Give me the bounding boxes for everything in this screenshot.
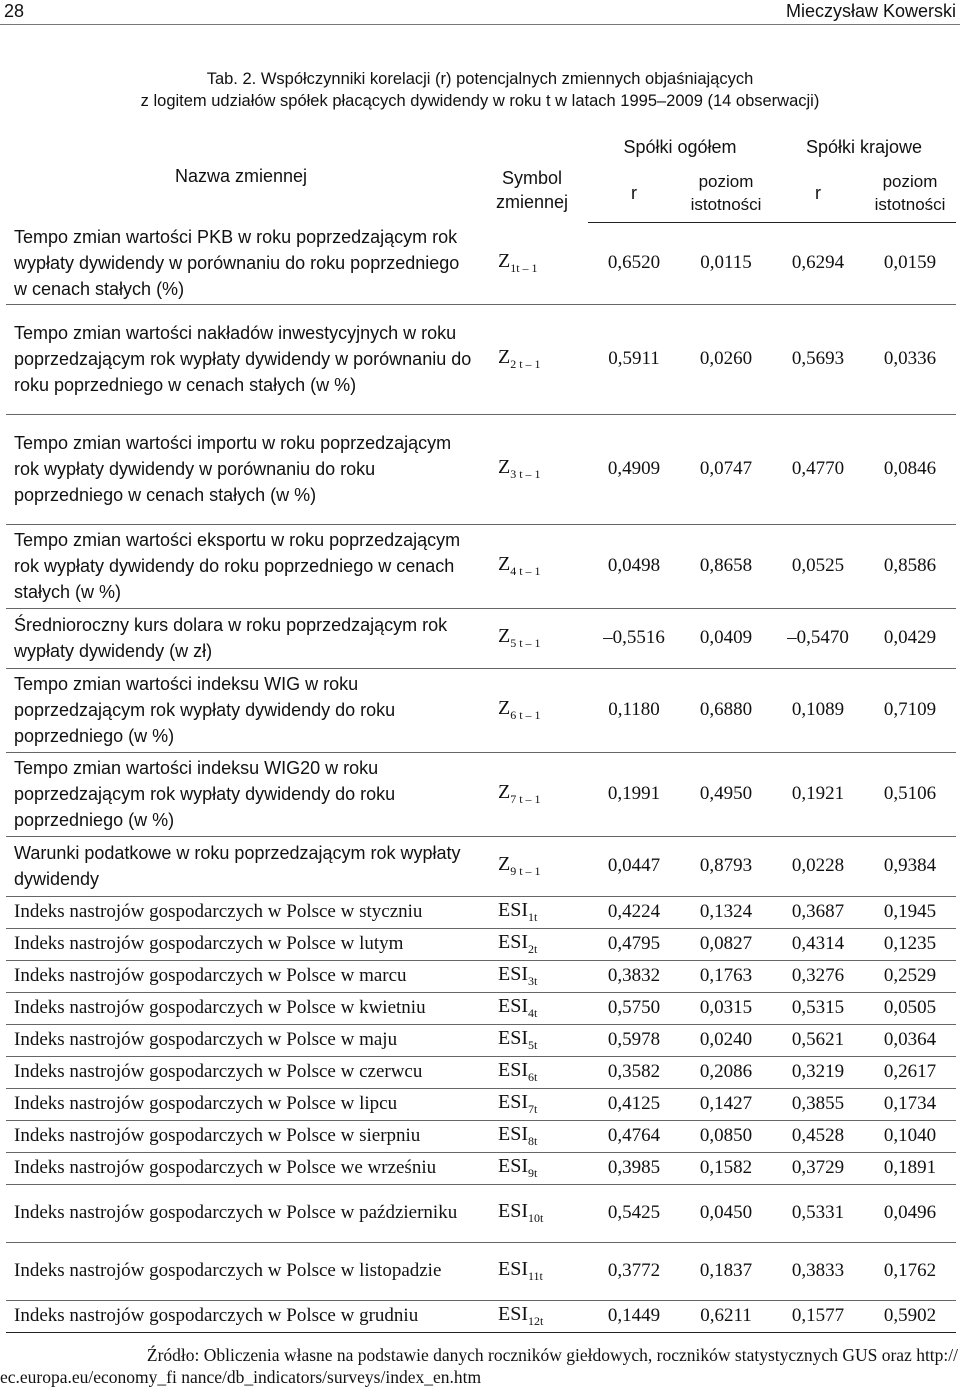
significance-all-companies: 0,0850 bbox=[680, 1120, 772, 1152]
header-r-all: r bbox=[588, 164, 680, 222]
r-domestic-companies: 0,1577 bbox=[772, 1300, 864, 1332]
table-row bbox=[6, 1056, 956, 1088]
r-domestic-companies: 0,5315 bbox=[772, 992, 864, 1024]
table-row bbox=[6, 1088, 956, 1120]
symbol-base: ESI bbox=[498, 1091, 528, 1113]
variable-symbol bbox=[476, 1300, 588, 1332]
symbol-base: ESI bbox=[498, 931, 528, 953]
symbol-subscript: 12t bbox=[528, 1314, 544, 1328]
source-line-2: ec.europa.eu/economy_fi nance/db_indicators/surveys/index_en.htm bbox=[0, 1367, 482, 1387]
symbol-subscript: 5t bbox=[528, 1038, 538, 1052]
table-caption bbox=[0, 68, 960, 112]
variable-symbol bbox=[476, 1088, 588, 1120]
variable-symbol bbox=[476, 836, 588, 896]
symbol-subscript: 9 t – 1 bbox=[510, 864, 541, 878]
symbol-subscript: 10t bbox=[528, 1211, 544, 1225]
header-poziom: poziom bbox=[882, 171, 938, 191]
r-domestic-companies: 0,3276 bbox=[772, 960, 864, 992]
significance-all-companies: 0,1837 bbox=[680, 1242, 772, 1300]
r-all-companies: 0,0498 bbox=[588, 524, 680, 608]
variable-symbol bbox=[476, 668, 588, 752]
table-row bbox=[6, 304, 956, 414]
variable-name: Indeks nastrojów gospodarczych w Polsce w styczniu bbox=[6, 896, 476, 928]
header-poziom: poziom bbox=[698, 171, 754, 191]
r-all-companies: 0,5750 bbox=[588, 992, 680, 1024]
table-row bbox=[6, 752, 956, 836]
variable-symbol bbox=[476, 608, 588, 668]
symbol-base: ESI bbox=[498, 1155, 528, 1177]
symbol-base: Z bbox=[498, 346, 511, 368]
symbol-base: ESI bbox=[498, 1303, 528, 1325]
r-domestic-companies: 0,1089 bbox=[772, 668, 864, 752]
r-domestic-companies: 0,5693 bbox=[772, 304, 864, 414]
variable-symbol bbox=[476, 1056, 588, 1088]
variable-name: Indeks nastrojów gospodarczych w Polsce w sierpniu bbox=[6, 1120, 476, 1152]
variable-name: Tempo zmian wartości indeksu WIG w roku poprzedzającym rok wypłaty dywidendy do roku poprzedniego (w %) bbox=[6, 668, 476, 752]
header-symbol bbox=[476, 130, 588, 222]
symbol-base: Z bbox=[498, 456, 511, 478]
significance-all-companies: 0,0450 bbox=[680, 1184, 772, 1242]
symbol-base: ESI bbox=[498, 995, 528, 1017]
significance-domestic-companies: 0,1040 bbox=[864, 1120, 956, 1152]
variable-name: Tempo zmian wartości PKB w roku poprzedzającym rok wypłaty dywidendy w porównaniu do roku poprzedniego w cenach stałych (%) bbox=[6, 222, 476, 304]
significance-all-companies: 0,6211 bbox=[680, 1300, 772, 1332]
header-significance-domestic bbox=[864, 164, 956, 222]
significance-domestic-companies: 0,1891 bbox=[864, 1152, 956, 1184]
symbol-base: Z bbox=[498, 781, 511, 803]
significance-all-companies: 0,0260 bbox=[680, 304, 772, 414]
table-row bbox=[6, 1242, 956, 1300]
table-row bbox=[6, 608, 956, 668]
r-all-companies: 0,3985 bbox=[588, 1152, 680, 1184]
header-r-domestic: r bbox=[772, 164, 864, 222]
variable-name: Indeks nastrojów gospodarczych w Polsce we wrześniu bbox=[6, 1152, 476, 1184]
r-all-companies: 0,4764 bbox=[588, 1120, 680, 1152]
symbol-base: Z bbox=[498, 625, 511, 647]
r-domestic-companies: 0,3833 bbox=[772, 1242, 864, 1300]
significance-all-companies: 0,8658 bbox=[680, 524, 772, 608]
variable-symbol bbox=[476, 752, 588, 836]
r-domestic-companies: 0,3219 bbox=[772, 1056, 864, 1088]
r-domestic-companies: 0,3687 bbox=[772, 896, 864, 928]
variable-symbol bbox=[476, 304, 588, 414]
r-all-companies: 0,4125 bbox=[588, 1088, 680, 1120]
table-row bbox=[6, 668, 956, 752]
header-group-domestic-companies: Spółki krajowe bbox=[805, 137, 923, 157]
symbol-subscript: 4 t – 1 bbox=[510, 564, 541, 578]
variable-name: Indeks nastrojów gospodarczych w Polsce w kwietniu bbox=[6, 992, 476, 1024]
source-note bbox=[0, 1344, 960, 1388]
r-domestic-companies: 0,4314 bbox=[772, 928, 864, 960]
variable-name: Indeks nastrojów gospodarczych w Polsce w czerwcu bbox=[6, 1056, 476, 1088]
symbol-base: ESI bbox=[498, 1123, 528, 1145]
r-all-companies: 0,5978 bbox=[588, 1024, 680, 1056]
significance-all-companies: 0,1763 bbox=[680, 960, 772, 992]
running-header bbox=[0, 0, 960, 25]
source-line-1: Źródło: Obliczenia własne na podstawie danych roczników giełdowych, roczników statystycznych GUS oraz http:// bbox=[146, 1345, 958, 1365]
table-row bbox=[6, 1120, 956, 1152]
significance-domestic-companies: 0,0364 bbox=[864, 1024, 956, 1056]
caption-line-1: Tab. 2. Współczynniki korelacji (r) potencjalnych zmiennych objaśniających bbox=[206, 70, 754, 88]
symbol-subscript: 3 t – 1 bbox=[510, 467, 541, 481]
variable-symbol bbox=[476, 1184, 588, 1242]
variable-name: Tempo zmian wartości indeksu WIG20 w roku poprzedzającym rok wypłaty dywidendy do roku poprzedniego (w %) bbox=[6, 752, 476, 836]
symbol-base: ESI bbox=[498, 899, 528, 921]
variable-name: Indeks nastrojów gospodarczych w Polsce w lutym bbox=[6, 928, 476, 960]
significance-domestic-companies: 0,1762 bbox=[864, 1242, 956, 1300]
significance-all-companies: 0,0240 bbox=[680, 1024, 772, 1056]
symbol-subscript: 1t bbox=[528, 910, 538, 924]
symbol-base: Z bbox=[498, 853, 511, 875]
variable-symbol bbox=[476, 928, 588, 960]
variable-symbol bbox=[476, 1152, 588, 1184]
significance-domestic-companies: 0,7109 bbox=[864, 668, 956, 752]
significance-domestic-companies: 0,2617 bbox=[864, 1056, 956, 1088]
table-row bbox=[6, 928, 956, 960]
r-all-companies: 0,4795 bbox=[588, 928, 680, 960]
symbol-subscript: 6t bbox=[528, 1070, 538, 1084]
variable-name: Średnioroczny kurs dolara w roku poprzedzającym rok wypłaty dywidendy (w zł) bbox=[6, 608, 476, 668]
symbol-subscript: 11t bbox=[528, 1269, 543, 1283]
r-domestic-companies: –0,5470 bbox=[772, 608, 864, 668]
symbol-base: Z bbox=[498, 249, 511, 272]
header-istotnosci: istotności bbox=[690, 194, 762, 214]
significance-all-companies: 0,1324 bbox=[680, 896, 772, 928]
r-domestic-companies: 0,1921 bbox=[772, 752, 864, 836]
symbol-base: Z bbox=[498, 553, 511, 575]
symbol-subscript: 2 t – 1 bbox=[510, 357, 541, 371]
r-domestic-companies: 0,0228 bbox=[772, 836, 864, 896]
variable-symbol bbox=[476, 960, 588, 992]
table-row bbox=[6, 1024, 956, 1056]
variable-name: Indeks nastrojów gospodarczych w Polsce w maju bbox=[6, 1024, 476, 1056]
significance-domestic-companies: 0,0336 bbox=[864, 304, 956, 414]
table-row bbox=[6, 1152, 956, 1184]
r-all-companies: –0,5516 bbox=[588, 608, 680, 668]
symbol-subscript: 4t bbox=[528, 1006, 538, 1020]
variable-symbol bbox=[476, 524, 588, 608]
page-number: 28 bbox=[4, 1, 25, 21]
variable-symbol bbox=[476, 222, 588, 304]
symbol-subscript: 1t – 1 bbox=[510, 260, 538, 275]
significance-domestic-companies: 0,1734 bbox=[864, 1088, 956, 1120]
r-domestic-companies: 0,3855 bbox=[772, 1088, 864, 1120]
header-variable-name: Nazwa zmiennej bbox=[174, 166, 308, 186]
header-symbol-line-1: Symbol bbox=[501, 168, 563, 188]
symbol-base: ESI bbox=[498, 1059, 528, 1081]
r-domestic-companies: 0,5331 bbox=[772, 1184, 864, 1242]
symbol-subscript: 8t bbox=[528, 1134, 538, 1148]
significance-all-companies: 0,8793 bbox=[680, 836, 772, 896]
table-row bbox=[6, 414, 956, 524]
significance-all-companies: 0,0115 bbox=[680, 222, 772, 304]
significance-all-companies: 0,0315 bbox=[680, 992, 772, 1024]
significance-domestic-companies: 0,1945 bbox=[864, 896, 956, 928]
significance-all-companies: 0,2086 bbox=[680, 1056, 772, 1088]
table-row bbox=[6, 1184, 956, 1242]
r-all-companies: 0,0447 bbox=[588, 836, 680, 896]
r-all-companies: 0,5911 bbox=[588, 304, 680, 414]
significance-domestic-companies: 0,5902 bbox=[864, 1300, 956, 1332]
significance-all-companies: 0,1427 bbox=[680, 1088, 772, 1120]
significance-domestic-companies: 0,1235 bbox=[864, 928, 956, 960]
symbol-subscript: 6 t – 1 bbox=[510, 708, 541, 722]
running-author: Mieczysław Kowerski bbox=[785, 1, 956, 21]
significance-domestic-companies: 0,8586 bbox=[864, 524, 956, 608]
symbol-base: ESI bbox=[498, 1027, 528, 1049]
correlation-table bbox=[6, 130, 956, 1333]
significance-all-companies: 0,0409 bbox=[680, 608, 772, 668]
r-all-companies: 0,5425 bbox=[588, 1184, 680, 1242]
significance-domestic-companies: 0,5106 bbox=[864, 752, 956, 836]
significance-all-companies: 0,4950 bbox=[680, 752, 772, 836]
header-group-all-companies: Spółki ogółem bbox=[623, 137, 737, 157]
symbol-base: ESI bbox=[498, 1258, 528, 1280]
variable-symbol bbox=[476, 992, 588, 1024]
r-all-companies: 0,6520 bbox=[588, 222, 680, 304]
variable-name: Indeks nastrojów gospodarczych w Polsce w październiku bbox=[6, 1184, 476, 1242]
variable-name: Tempo zmian wartości importu w roku poprzedzającym rok wypłaty dywidendy w porównaniu do roku poprzedniego w cenach stałych (w %) bbox=[6, 414, 476, 524]
symbol-subscript: 7t bbox=[528, 1102, 538, 1116]
r-domestic-companies: 0,3729 bbox=[772, 1152, 864, 1184]
significance-domestic-companies: 0,0159 bbox=[864, 222, 956, 304]
table-row bbox=[6, 992, 956, 1024]
variable-name: Indeks nastrojów gospodarczych w Polsce w grudniu bbox=[6, 1300, 476, 1332]
caption-line-2: z logitem udziałów spółek płacących dywidendy w roku t w latach 1995–2009 (14 obserwacji) bbox=[140, 92, 820, 110]
variable-symbol bbox=[476, 414, 588, 524]
r-all-companies: 0,1991 bbox=[588, 752, 680, 836]
symbol-base: ESI bbox=[498, 963, 528, 985]
variable-symbol bbox=[476, 1024, 588, 1056]
significance-domestic-companies: 0,2529 bbox=[864, 960, 956, 992]
symbol-base: ESI bbox=[498, 1200, 528, 1222]
r-all-companies: 0,3772 bbox=[588, 1242, 680, 1300]
table-row bbox=[6, 222, 956, 304]
header-significance-all bbox=[680, 164, 772, 222]
r-domestic-companies: 0,6294 bbox=[772, 222, 864, 304]
header-symbol-line-2: zmiennej bbox=[495, 192, 569, 212]
symbol-base: Z bbox=[498, 697, 511, 719]
symbol-subscript: 3t bbox=[528, 974, 538, 988]
r-all-companies: 0,3832 bbox=[588, 960, 680, 992]
variable-symbol bbox=[476, 1120, 588, 1152]
symbol-subscript: 5 t – 1 bbox=[510, 636, 541, 650]
variable-name: Indeks nastrojów gospodarczych w Polsce w marcu bbox=[6, 960, 476, 992]
variable-name: Indeks nastrojów gospodarczych w Polsce w listopadzie bbox=[6, 1242, 476, 1300]
r-all-companies: 0,1449 bbox=[588, 1300, 680, 1332]
variable-name: Warunki podatkowe w roku poprzedzającym rok wypłaty dywidendy bbox=[6, 836, 476, 896]
significance-all-companies: 0,6880 bbox=[680, 668, 772, 752]
symbol-subscript: 7 t – 1 bbox=[510, 792, 541, 806]
significance-all-companies: 0,0827 bbox=[680, 928, 772, 960]
variable-symbol bbox=[476, 1242, 588, 1300]
table-row bbox=[6, 960, 956, 992]
significance-all-companies: 0,0747 bbox=[680, 414, 772, 524]
table-row bbox=[6, 836, 956, 896]
r-domestic-companies: 0,4770 bbox=[772, 414, 864, 524]
significance-all-companies: 0,1582 bbox=[680, 1152, 772, 1184]
significance-domestic-companies: 0,0505 bbox=[864, 992, 956, 1024]
table-row bbox=[6, 896, 956, 928]
table-row bbox=[6, 1300, 956, 1332]
variable-symbol bbox=[476, 896, 588, 928]
variable-name: Tempo zmian wartości nakładów inwestycyjnych w roku poprzedzającym rok wypłaty dywidendy w porównaniu do roku poprzedniego w cenach stałych (w %) bbox=[6, 304, 476, 414]
significance-domestic-companies: 0,0429 bbox=[864, 608, 956, 668]
symbol-subscript: 2t bbox=[528, 942, 538, 956]
r-domestic-companies: 0,0525 bbox=[772, 524, 864, 608]
r-all-companies: 0,4224 bbox=[588, 896, 680, 928]
r-all-companies: 0,1180 bbox=[588, 668, 680, 752]
r-domestic-companies: 0,5621 bbox=[772, 1024, 864, 1056]
significance-domestic-companies: 0,0846 bbox=[864, 414, 956, 524]
header-istotnosci: istotności bbox=[874, 194, 946, 214]
r-all-companies: 0,3582 bbox=[588, 1056, 680, 1088]
significance-domestic-companies: 0,9384 bbox=[864, 836, 956, 896]
table-row bbox=[6, 524, 956, 608]
significance-domestic-companies: 0,0496 bbox=[864, 1184, 956, 1242]
r-all-companies: 0,4909 bbox=[588, 414, 680, 524]
variable-name: Tempo zmian wartości eksportu w roku poprzedzającym rok wypłaty dywidendy do roku poprzedniego w cenach stałych (w %) bbox=[6, 524, 476, 608]
variable-name: Indeks nastrojów gospodarczych w Polsce w lipcu bbox=[6, 1088, 476, 1120]
symbol-subscript: 9t bbox=[528, 1166, 538, 1180]
r-domestic-companies: 0,4528 bbox=[772, 1120, 864, 1152]
